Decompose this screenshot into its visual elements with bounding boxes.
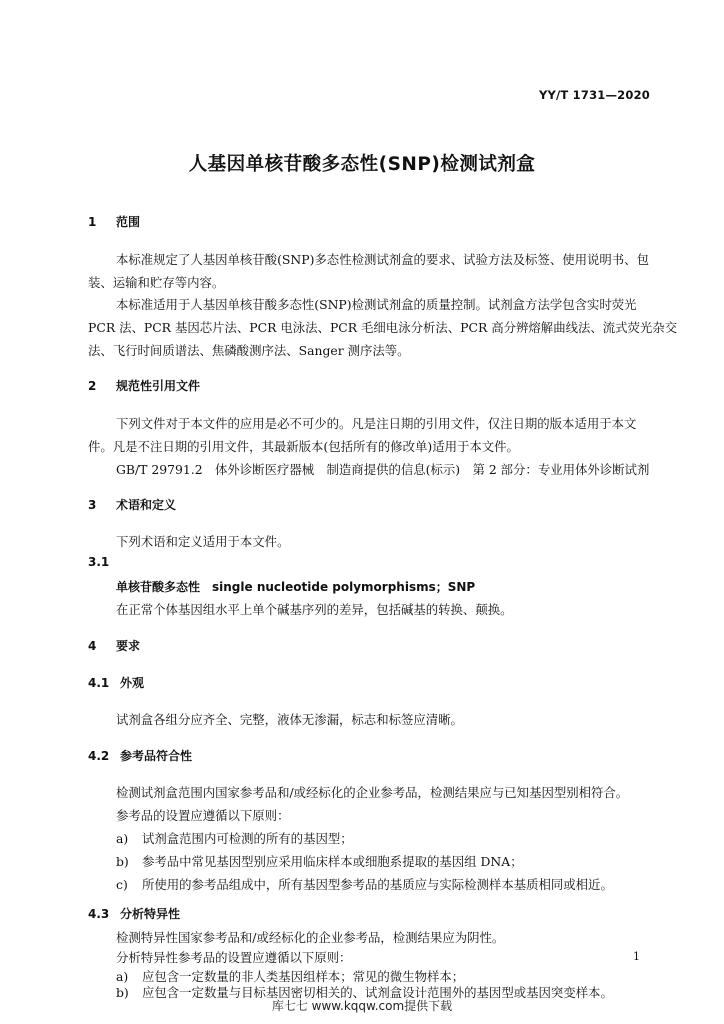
paragraph-line: 下列术语和定义适用于本文件。 [116,534,290,549]
list-item [116,829,353,847]
paragraph-line: 参考品的设置应遵循以下原则： [116,808,290,823]
list-label: c) [116,877,128,892]
section-number: 3 [88,498,97,512]
section-4-2-heading [88,747,192,764]
subsection-number: 4.2 [88,749,110,763]
paragraph-line: 检测试剂盒范围内国家参考品和/或经标化的企业参考品，检测结果应与已知基因型别相符合。 [116,785,629,800]
list-text: 试剂盒范围内可检测的所有的基因型； [142,831,353,846]
paragraph-line: 装、运输和贮存等内容。 [88,275,225,290]
paragraph-line: PCR 法、PCR 基因芯片法、PCR 电泳法、PCR 毛细电泳分析法、PCR 高分辨熔解曲线法、流式荧光杂交 [88,320,678,335]
subsection-number: 4.3 [88,907,110,921]
paragraph-line: 法、飞行时间质谱法、焦磷酸测序法、Sanger 测序法等。 [88,343,410,358]
section-4-3-heading [88,905,180,922]
list-text: 参考品中常见基因型别应采用临床样本或细胞系提取的基因组 DNA； [142,854,523,869]
section-4-1-heading [88,674,144,691]
subsection-title: 参考品符合性 [120,749,193,763]
list-label: b) [116,854,129,869]
paragraph-line: 本标准适用于人基因单核苷酸多态性(SNP)检测试剂盒的质量控制。试剂盒方法学包含实时荧光 [116,297,637,312]
section-title: 范围 [116,215,141,229]
subsection-title: 外观 [120,676,145,690]
list-label: b) [116,985,129,1000]
subsection-number: 3.1 [88,555,110,569]
section-title: 要求 [116,639,141,653]
term-entry: 单核苷酸多态性 single nucleotide polymorphisms；SNP [116,580,476,594]
subsection-number: 4.1 [88,676,110,690]
normative-reference: GB/T 29791.2 体外诊断医疗器械 制造商提供的信息(标示) 第 2 部分：专业用体外诊断试剂 [116,462,650,477]
standard-number: YY/T 1731—2020 [538,88,650,102]
section-number: 4 [88,639,97,653]
list-label: a) [116,969,129,984]
list-text: 所使用的参考品组成中，所有基因型参考品的基质应与实际检测样本基质相同或相近。 [142,877,613,892]
section-2-heading [88,377,200,394]
paragraph-line: 检测特异性国家参考品和/或经标化的企业参考品，检测结果应为阴性。 [116,930,505,945]
section-4-heading [88,637,140,654]
section-title: 规范性引用文件 [116,379,201,393]
subsection-title: 分析特异性 [120,907,181,921]
paragraph-line: 件。凡是不注日期的引用文件，其最新版本(包括所有的修改单)适用于本文件。 [88,439,519,454]
list-label: a) [116,831,129,846]
section-3-heading [88,496,176,513]
document-title: 人基因单核苷酸多态性(SNP)检测试剂盒 [188,154,536,175]
term-definition: 在正常个体基因组水平上单个碱基序列的差异，包括碱基的转换、颠换。 [116,602,513,617]
download-watermark-footer[interactable]: 库七七 www.kqqw.com提供下载 [271,999,453,1013]
section-number: 1 [88,215,97,229]
paragraph-line: 试剂盒各组分应齐全、完整，液体无渗漏，标志和标签应清晰。 [116,712,463,727]
list-text: 应包含一定数量与目标基因密切相关的、试剂盒设计范围外的基因型或基因突变样本。 [142,985,613,1000]
section-number: 2 [88,379,97,393]
paragraph-line: 下列文件对于本文件的应用是必不可少的。凡是注日期的引用文件，仅注日期的版本适用于本文 [116,416,637,431]
page-number: 1 [633,950,640,963]
section-1-heading [88,213,140,230]
paragraph-line: 分析特异性参考品的设置应遵循以下原则： [116,950,352,965]
list-item [116,852,523,870]
list-text: 应包含一定数量的非人类基因组样本；常见的微生物样本； [142,969,465,984]
list-item [116,875,613,893]
paragraph-line: 本标准规定了人基因单核苷酸(SNP)多态性检测试剂盒的要求、试验方法及标签、使用说明书、包 [116,252,649,267]
section-title: 术语和定义 [116,498,177,512]
